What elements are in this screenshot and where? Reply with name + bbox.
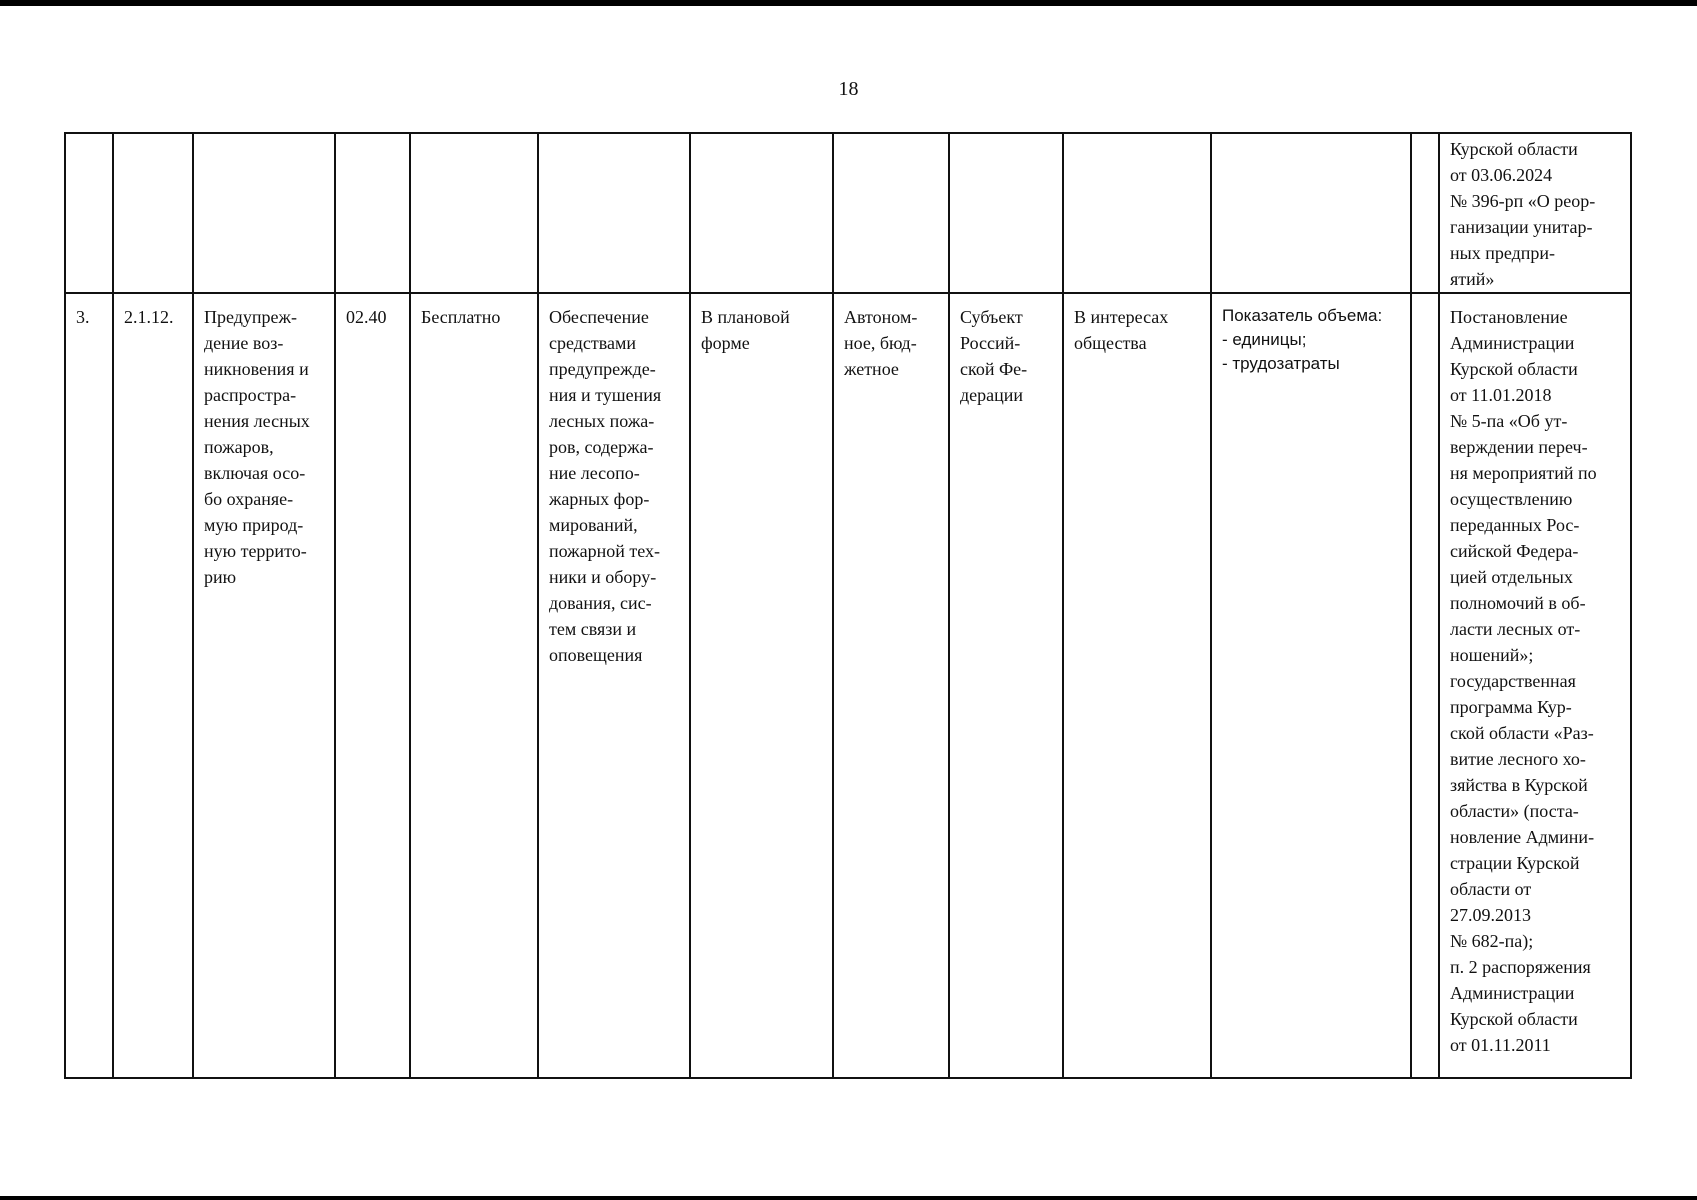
text-line: дования, сис-: [549, 593, 652, 613]
text-line: Постановление: [1450, 307, 1568, 327]
text-line: Субъект: [960, 307, 1023, 327]
text-line: витие лесного хо-: [1450, 749, 1586, 769]
text-line: зяйства в Курской: [1450, 775, 1588, 795]
cell-service-name: [193, 293, 335, 1078]
cell-empty: [335, 133, 410, 293]
cell-indicators: [1211, 293, 1411, 1078]
scan-top-border: [0, 0, 1697, 6]
text-line: Россий-: [960, 333, 1021, 353]
text-line: области от: [1450, 879, 1532, 899]
text-line: ров, содержа-: [549, 437, 654, 457]
text-line: Курской области: [1450, 139, 1578, 159]
text-line: мую природ-: [204, 515, 304, 535]
text-line: ную террито-: [204, 541, 307, 561]
text-line: форме: [701, 333, 750, 353]
cell-empty: [410, 133, 538, 293]
text-line: Администрации: [1450, 983, 1575, 1003]
page-number: 18: [838, 78, 859, 100]
text-line: - трудозатраты: [1222, 354, 1340, 373]
table-row: [65, 293, 1631, 1078]
text-line: осуществлению: [1450, 489, 1573, 509]
text-line: никновения и: [204, 359, 309, 379]
text-line: ние лесопо-: [549, 463, 640, 483]
text-line: полномочий в об-: [1450, 593, 1586, 613]
text-line: ных предпри-: [1450, 243, 1556, 263]
text-line: Автоном-: [844, 307, 918, 327]
text-line: № 396-рп «О реор-: [1450, 191, 1596, 211]
text-line: сийской Федера-: [1450, 541, 1579, 561]
text-line: В интересах: [1074, 307, 1169, 327]
text-line: Администрации: [1450, 333, 1575, 353]
text-line: ласти лесных от-: [1450, 619, 1581, 639]
text-line: ния и тушения: [549, 385, 662, 405]
text-line: Показатель объема:: [1222, 306, 1383, 325]
text-line: Предупреж-: [204, 307, 297, 327]
text-line: ники и обору-: [549, 567, 657, 587]
cell-empty: [113, 133, 193, 293]
text-line: п. 2 распоряжения: [1450, 957, 1591, 977]
text-line: Курской области: [1450, 359, 1578, 379]
text-line: оповещения: [549, 645, 643, 665]
text-line: жетное: [844, 359, 899, 379]
cell-service-code: 2.1.12.: [113, 293, 193, 1078]
text-line: рию: [204, 567, 237, 587]
text-line: верждении переч-: [1450, 437, 1588, 457]
table-row-continued: [65, 133, 1631, 293]
text-line: ской области «Раз-: [1450, 723, 1594, 743]
cell-legal-basis: [1439, 293, 1631, 1078]
cell-provision-form: [690, 293, 833, 1078]
services-registry-table: [64, 132, 1632, 1079]
text-line: 27.09.2013: [1450, 905, 1531, 925]
cell-empty: [1411, 133, 1439, 293]
text-line: пожаров,: [204, 437, 274, 457]
cell-okved-code: 02.40: [335, 293, 410, 1078]
text-line: Обеспечение: [549, 307, 649, 327]
text-line: нения лесных: [204, 411, 310, 431]
cell-empty: [833, 133, 949, 293]
text-line: В плановой: [701, 307, 790, 327]
text-line: Курской области: [1450, 1009, 1578, 1029]
cell-empty: [1211, 133, 1411, 293]
text-line: страции Курской: [1450, 853, 1580, 873]
text-line: № 5-па «Об ут-: [1450, 411, 1568, 431]
text-line: переданных Рос-: [1450, 515, 1580, 535]
text-line: - единицы;: [1222, 330, 1307, 349]
cell-consumers: [1063, 293, 1211, 1078]
cell-empty: [65, 133, 113, 293]
text-line: мирований,: [549, 515, 638, 535]
cell-founder: [949, 293, 1063, 1078]
scan-bottom-border: [0, 1196, 1697, 1200]
cell-empty: [538, 133, 690, 293]
text-line: ятий»: [1450, 269, 1495, 289]
cell-empty: [690, 133, 833, 293]
text-line: тем связи и: [549, 619, 637, 639]
text-line: от 01.11.2011: [1450, 1035, 1551, 1055]
text-line: государственная: [1450, 671, 1576, 691]
cell-row-number: 3.: [65, 293, 113, 1078]
text-line: распростра-: [204, 385, 297, 405]
text-line: бо охраняе-: [204, 489, 294, 509]
cell-empty: [949, 133, 1063, 293]
text-line: ношений»;: [1450, 645, 1534, 665]
text-line: средствами: [549, 333, 637, 353]
text-line: от 03.06.2024: [1450, 165, 1553, 185]
cell-institution-type: [833, 293, 949, 1078]
text-line: жарных фор-: [549, 489, 650, 509]
text-line: включая осо-: [204, 463, 306, 483]
cell-service-content: [538, 293, 690, 1078]
text-line: ской Фе-: [960, 359, 1028, 379]
text-line: программа Кур-: [1450, 697, 1572, 717]
text-line: дерации: [960, 385, 1024, 405]
text-line: области» (поста-: [1450, 801, 1579, 821]
cell-empty: [1411, 293, 1439, 1078]
cell-empty: [1063, 133, 1211, 293]
text-line: № 682-па);: [1450, 931, 1534, 951]
text-line: лесных пожа-: [549, 411, 655, 431]
text-line: цией отдельных: [1450, 567, 1573, 587]
text-line: общества: [1074, 333, 1147, 353]
text-line: ное, бюд-: [844, 333, 917, 353]
text-line: новление Админи-: [1450, 827, 1595, 847]
text-line: дение воз-: [204, 333, 284, 353]
text-line: от 11.01.2018: [1450, 385, 1552, 405]
cell-empty: [193, 133, 335, 293]
text-line: ня мероприятий по: [1450, 463, 1597, 483]
text-line: ганизации унитар-: [1450, 217, 1593, 237]
cell-payment-type: Бесплатно: [410, 293, 538, 1078]
text-line: предупрежде-: [549, 359, 656, 379]
text-line: пожарной тех-: [549, 541, 660, 561]
cell-legal-basis-continued: [1439, 133, 1631, 293]
